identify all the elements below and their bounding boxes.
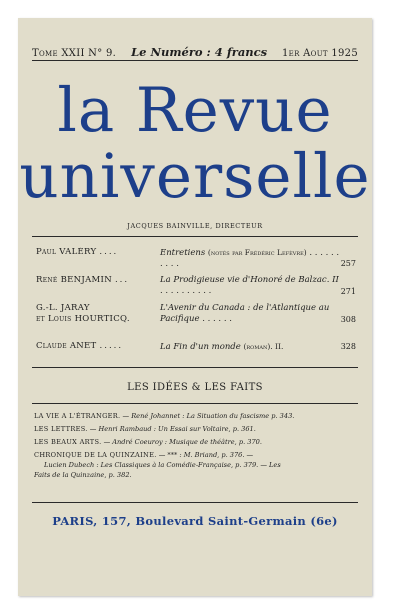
rubric-name: LES LETTRES. [34, 425, 88, 433]
publisher-address: PARIS, 157, Boulevard Saint-Germain (6e) [52, 514, 338, 528]
rubric-name: LES BEAUX ARTS. [34, 438, 102, 446]
toc-page: 271 [340, 287, 356, 296]
rubric-line [34, 471, 356, 480]
toc-author: René BENJAMIN [36, 275, 112, 285]
toc-page: 328 [340, 342, 356, 351]
rubrics-bottom-rule [32, 502, 358, 503]
rubric-text: Faits de la Quinzaine, p. 382. [34, 471, 132, 479]
rubric-line [44, 461, 356, 470]
director-credit: JACQUES BAINVILLE, DIRECTEUR [127, 222, 263, 230]
rubrics-list [32, 403, 358, 504]
magazine-cover [18, 18, 372, 596]
rubric-line [34, 451, 356, 460]
rubric-name: LA VIE A L'ÉTRANGER. [34, 412, 121, 420]
rubric-line [34, 412, 356, 421]
masthead-title-line1: la Revue [57, 75, 333, 146]
toc-note: (roman). II. [243, 342, 284, 351]
toc-author-second: et Louis HOURTICQ. [36, 314, 130, 324]
toc-work: Entretiens [160, 248, 206, 258]
header-rule [32, 60, 358, 61]
toc-note: (notés par Frédéric Lefèvre) [207, 248, 307, 257]
rubric-name: CHRONIQUE DE LA QUINZAINE. [34, 451, 157, 459]
tome-number: Tome XXII N° 9. [32, 48, 117, 59]
rubric-text: — René Johannet : La Situation du fascisme p. 343. [122, 412, 295, 420]
toc-work: La Fin d'un monde [160, 342, 241, 352]
section-heading: LES IDÉES & LES FAITS [127, 382, 263, 393]
rubric-text: Lucien Dubech : Les Classiques à la Comédie-Française, p. 379. — Les [44, 461, 281, 469]
masthead-title-line2: universelle [19, 141, 371, 212]
toc-author: Paul VALÉRY [36, 247, 97, 257]
issue-header [32, 45, 358, 59]
issue-price: Le Numéro : 4 francs [131, 45, 268, 59]
toc-author: G.-L. JARAY [36, 303, 90, 313]
toc-page: 257 [340, 259, 356, 268]
rubric-text: — André Coeuroy : Musique de théâtre, p. 370. [103, 438, 262, 446]
rubric-line [34, 425, 356, 434]
toc-work: L'Avenir du Canada : de l'Atlantique au Pacifique [160, 303, 330, 324]
table-of-contents: Paul VALÉRY .... Entretiens (notés par Frédéric Lefèvre) . . . . . . . . . . 257 René BENJAMIN ... La Prodigieuse vie d'Honoré de Balzac. II . . . . . . . . . . 271 G.-L. JARAY et Louis HOURTICQ. L'Avenir du Canada : de l'Atlantique au Pacifique . . . . . . 308 Claude ANET ..... La Fin d'un monde (roman). II. 328 [32, 236, 358, 368]
rubric-line [34, 438, 356, 447]
toc-page: 308 [340, 315, 356, 324]
rubric-text: — Henri Rambaud : Un Essai sur Voltaire, p. 361. [89, 425, 256, 433]
toc-work: La Prodigieuse vie d'Honoré de Balzac. II [160, 275, 339, 285]
issue-date: 1er Aout 1925 [282, 48, 358, 59]
toc-author: Claude ANET [36, 341, 97, 351]
rubric-text: — *** : M. Briand, p. 376. — [158, 451, 254, 459]
